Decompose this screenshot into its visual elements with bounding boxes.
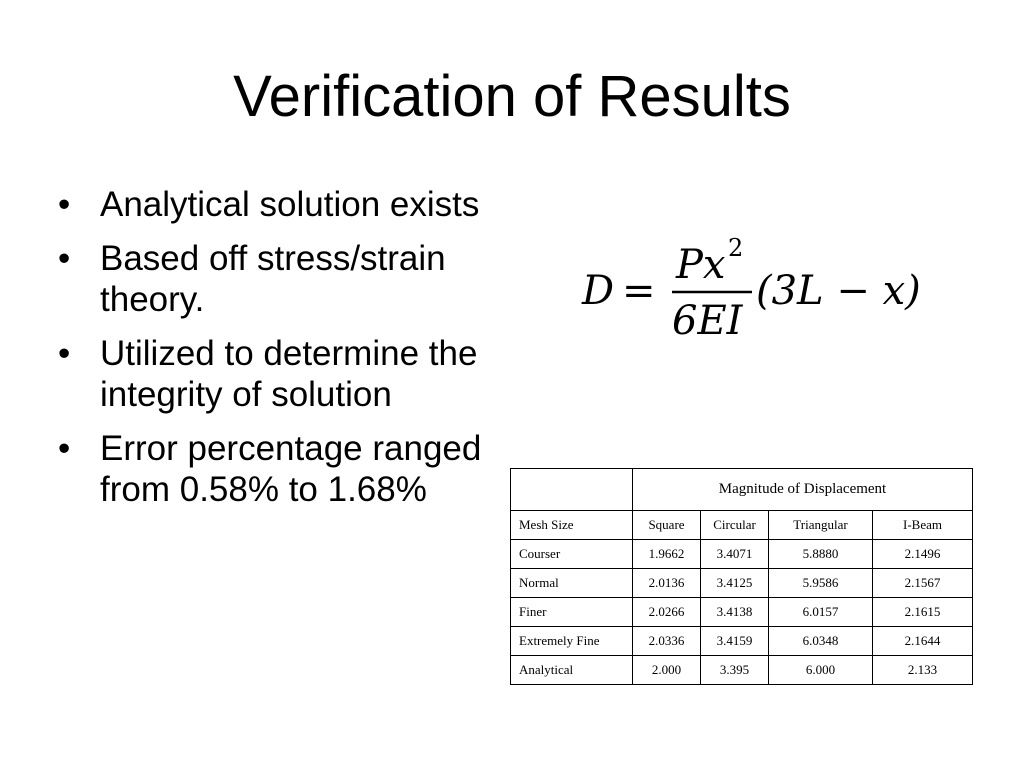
column-header: Mesh Size	[511, 511, 633, 540]
table-corner-cell	[511, 469, 633, 511]
table-cell: 2.1567	[873, 569, 973, 598]
row-label: Normal	[511, 569, 633, 598]
table-cell: 2.0136	[633, 569, 701, 598]
formula-equals: =	[622, 268, 656, 314]
formula-svg	[580, 226, 920, 346]
table-row	[511, 627, 973, 656]
table-row	[511, 569, 973, 598]
table-cell: 3.4159	[701, 627, 769, 656]
slide-title: Verification of Results	[233, 64, 791, 129]
bullet-item	[58, 333, 488, 415]
table-cell: 3.4125	[701, 569, 769, 598]
table-row	[511, 598, 973, 627]
column-header: I-Beam	[873, 511, 973, 540]
table-cell: 3.4071	[701, 540, 769, 569]
table-cell: 1.9662	[633, 540, 701, 569]
table-cell: 3.4138	[701, 598, 769, 627]
column-header: Triangular	[769, 511, 873, 540]
row-label: Extremely Fine	[511, 627, 633, 656]
bullet-list	[58, 184, 488, 523]
table-cell: 2.1644	[873, 627, 973, 656]
table-cell: 2.0266	[633, 598, 701, 627]
deflection-formula	[580, 226, 920, 346]
table-cell: 2.1496	[873, 540, 973, 569]
formula-factor: (3L − x)	[756, 268, 920, 314]
row-label: Finer	[511, 598, 633, 627]
bullet-item	[58, 238, 488, 320]
bullet-icon: •	[58, 334, 71, 373]
bullet-icon: •	[58, 239, 71, 278]
table-cell: 5.9586	[769, 569, 873, 598]
table-cell: 2.133	[873, 656, 973, 685]
bullet-icon: •	[58, 429, 71, 468]
formula-numerator: Px	[676, 242, 726, 288]
row-label: Analytical	[511, 656, 633, 685]
formula-exponent: 2	[728, 234, 744, 262]
table-row	[511, 540, 973, 569]
displacement-table	[510, 468, 973, 685]
bullet-icon: •	[58, 185, 71, 224]
group-header: Magnitude of Displacement	[633, 469, 973, 511]
row-label: Courser	[511, 540, 633, 569]
table-cell: 6.000	[769, 656, 873, 685]
table-cell: 6.0348	[769, 627, 873, 656]
table-cell: 2.000	[633, 656, 701, 685]
table-cell: 6.0157	[769, 598, 873, 627]
column-header: Circular	[701, 511, 769, 540]
displacement-table-container	[510, 468, 973, 685]
table-group-header-row	[511, 469, 973, 511]
formula-lhs: D	[582, 268, 615, 314]
table-cell: 5.8880	[769, 540, 873, 569]
table-cell: 2.0336	[633, 627, 701, 656]
table-header-row	[511, 511, 973, 540]
bullet-text: Error percentage ranged from 0.58% to 1.68%	[100, 429, 482, 509]
bullet-text: Analytical solution exists	[100, 185, 480, 224]
column-header: Square	[633, 511, 701, 540]
table-cell: 2.1615	[873, 598, 973, 627]
formula-denominator: 6EI	[672, 298, 743, 344]
bullet-text: Based off stress/strain theory.	[100, 239, 446, 319]
table-row	[511, 656, 973, 685]
bullet-item	[58, 184, 488, 225]
table-cell: 3.395	[701, 656, 769, 685]
bullet-text: Utilized to determine the integrity of solution	[100, 334, 478, 414]
bullet-item	[58, 428, 488, 510]
